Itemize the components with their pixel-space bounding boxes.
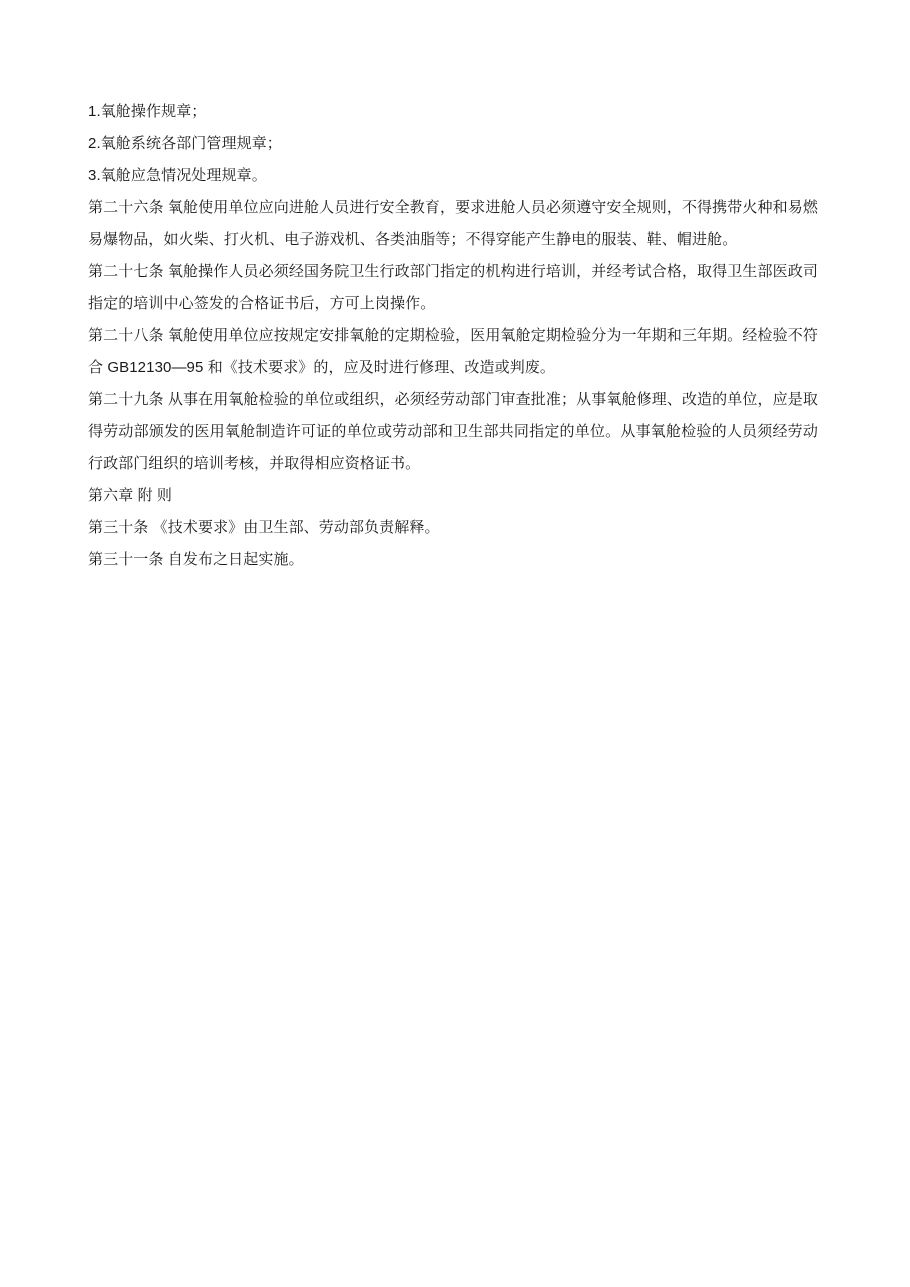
article-31: 第三十一条 自发布之日起实施。 (88, 551, 304, 568)
chapter-heading: 第六章 附 则 (88, 487, 173, 504)
article-30: 第三十条 《技术要求》由卫生部、劳动部负责解释。 (88, 519, 440, 536)
list-item-emergency-rules: 3.氧舱应急情况处理规章。 (88, 167, 267, 184)
list-item-operation-rules: 1.氧舱操作规章； (88, 103, 207, 120)
article-26: 第二十六条 氧舱使用单位应向进舱人员进行安全教育，要求进舱人员必须遵守安全规则，不得携带火种和易燃易爆物品，如火柴、打火机、电子游戏机、各类油脂等；不得穿能产生静电的服装、鞋、帽进舱。 (88, 199, 818, 248)
document-page (88, 96, 818, 576)
article-27: 第二十七条 氧舱操作人员必须经国务院卫生行政部门指定的机构进行培训，并经考试合格，取得卫生部医政司指定的培训中心签发的合格证书后，方可上岗操作。 (88, 263, 818, 312)
article-29: 第二十九条 从事在用氧舱检验的单位或组织，必须经劳动部门审查批准；从事氧舱修理、改造的单位，应是取得劳动部颁发的医用氧舱制造许可证的单位或劳动部和卫生部共同指定的单位。从事氧舱检验的人员须经劳动行政部门组织的培训考核，并取得相应资格证书。 (88, 391, 818, 472)
list-item-department-rules: 2.氧舱系统各部门管理规章； (88, 135, 282, 152)
article-28: 第二十八条 氧舱使用单位应按规定安排氧舱的定期检验，医用氧舱定期检验分为一年期和三年期。经检验不符合 GB12130—95 和《技术要求》的，应及时进行修理、改造或判废。 (88, 327, 818, 376)
